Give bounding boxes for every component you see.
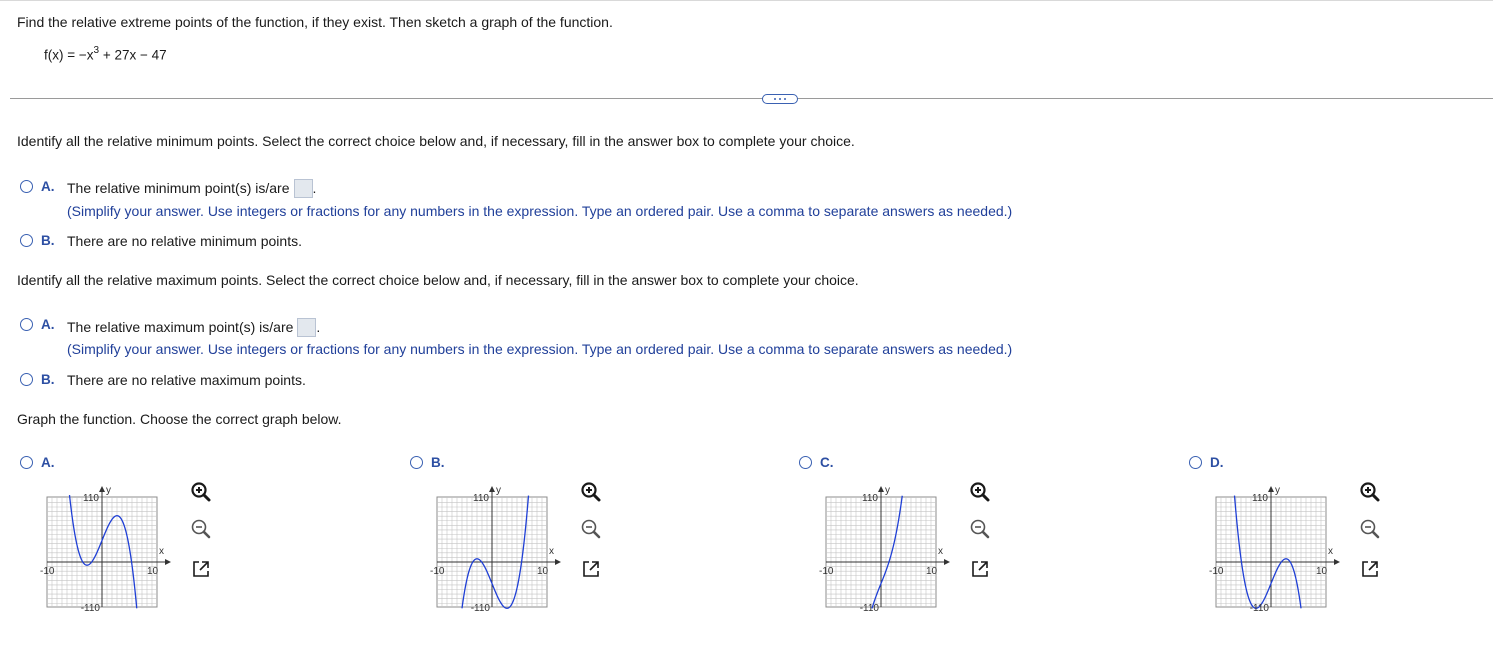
section-divider [10, 98, 1493, 99]
x-axis-label: x [159, 546, 164, 557]
graph-choice-letter: C. [820, 455, 834, 470]
max-choice-b-letter: B. [41, 372, 55, 387]
min-answer-box[interactable] [294, 179, 313, 198]
x-axis-arrow [1334, 559, 1340, 565]
x-max-label: 10 [147, 566, 159, 577]
x-min-label: -10 [430, 566, 445, 577]
y-axis-label: y [885, 485, 890, 496]
x-max-label: 10 [926, 566, 938, 577]
max-choice-b-radio[interactable] [20, 373, 33, 386]
y-axis-arrow [99, 486, 105, 492]
function-expression: $f(x) = -x^3 + 27x - 47$ [44, 45, 167, 63]
max-choice-a-letter: A. [41, 317, 55, 332]
zoom-out-icon[interactable] [579, 517, 603, 541]
x-max-label: 10 [1316, 566, 1328, 577]
graph-choice[interactable] [1206, 482, 1356, 612]
graph-choice-letter: B. [431, 455, 445, 470]
top-rule [0, 0, 1493, 1]
expand-icon[interactable] [968, 557, 992, 581]
zoom-out-icon[interactable] [1358, 517, 1382, 541]
problem-instruction: Find the relative extreme points of the function, if they exist. Then sketch a graph of the function. [17, 14, 613, 30]
y-max-label: 110 [83, 493, 99, 504]
max-choice-b-text: There are no relative maximum points. [67, 372, 306, 388]
x-axis-label: x [938, 546, 943, 557]
min-choice-b-text: There are no relative minimum points. [67, 233, 302, 249]
graph-choice-letter: A. [41, 455, 55, 470]
y-axis-arrow [489, 486, 495, 492]
max-choice-a-text: The relative maximum point(s) is/are . [67, 319, 321, 335]
zoom-in-icon[interactable] [1358, 480, 1382, 504]
expand-icon[interactable] [579, 557, 603, 581]
x-axis-label: x [1328, 546, 1333, 557]
graph-choice[interactable] [37, 482, 187, 612]
y-min-label: -110 [470, 603, 490, 612]
y-max-label: 110 [473, 493, 489, 504]
x-min-label: -10 [40, 566, 55, 577]
zoom-in-icon[interactable] [579, 480, 603, 504]
x-axis-label: x [549, 546, 554, 557]
min-choice-b-radio[interactable] [20, 234, 33, 247]
expand-icon[interactable] [1358, 557, 1382, 581]
x-axis-arrow [555, 559, 561, 565]
min-choice-a-text: The relative minimum point(s) is/are . [67, 180, 317, 196]
x-min-label: -10 [819, 566, 834, 577]
max-choice-a-radio[interactable] [20, 318, 33, 331]
graph-choice-radio[interactable] [799, 456, 812, 469]
min-choice-b-letter: B. [41, 233, 55, 248]
y-axis-label: y [496, 485, 501, 496]
zoom-out-icon[interactable] [189, 517, 213, 541]
y-axis-arrow [878, 486, 884, 492]
zoom-in-icon[interactable] [189, 480, 213, 504]
graph-choice[interactable] [427, 482, 577, 612]
graph-question-prompt: Graph the function. Choose the correct graph below. [17, 411, 342, 427]
min-choice-a-hint: (Simplify your answer. Use integers or fractions for any numbers in the expression. Type an ordered pair. Use a comma to separate answers as needed.) [67, 203, 1013, 219]
y-max-label: 110 [862, 493, 878, 504]
x-max-label: 10 [537, 566, 549, 577]
max-answer-box[interactable] [297, 318, 316, 337]
graph-choice[interactable] [816, 482, 966, 612]
graph-choice-radio[interactable] [20, 456, 33, 469]
min-question-prompt: Identify all the relative minimum points. Select the correct choice below and, if necessary, fill in the answer box to complete your choice. [17, 133, 855, 149]
max-choice-a-hint: (Simplify your answer. Use integers or fractions for any numbers in the expression. Type an ordered pair. Use a comma to separate answers as needed.) [67, 341, 1013, 357]
graph-choice-radio[interactable] [1189, 456, 1202, 469]
expand-icon[interactable] [189, 557, 213, 581]
y-min-label: -110 [859, 603, 879, 612]
y-min-label: -110 [80, 603, 100, 612]
x-min-label: -10 [1209, 566, 1224, 577]
x-axis-arrow [165, 559, 171, 565]
max-question-prompt: Identify all the relative maximum points. Select the correct choice below and, if necessary, fill in the answer box to complete your choice. [17, 272, 859, 288]
zoom-out-icon[interactable] [968, 517, 992, 541]
y-axis-arrow [1268, 486, 1274, 492]
y-max-label: 110 [1252, 493, 1268, 504]
zoom-in-icon[interactable] [968, 480, 992, 504]
min-choice-a-letter: A. [41, 179, 55, 194]
more-button[interactable] [762, 94, 798, 104]
y-axis-label: y [106, 485, 111, 496]
y-axis-label: y [1275, 485, 1280, 496]
x-axis-arrow [944, 559, 950, 565]
min-choice-a-radio[interactable] [20, 180, 33, 193]
y-min-label: -110 [1249, 603, 1269, 612]
graph-choice-letter: D. [1210, 455, 1224, 470]
graph-choice-radio[interactable] [410, 456, 423, 469]
